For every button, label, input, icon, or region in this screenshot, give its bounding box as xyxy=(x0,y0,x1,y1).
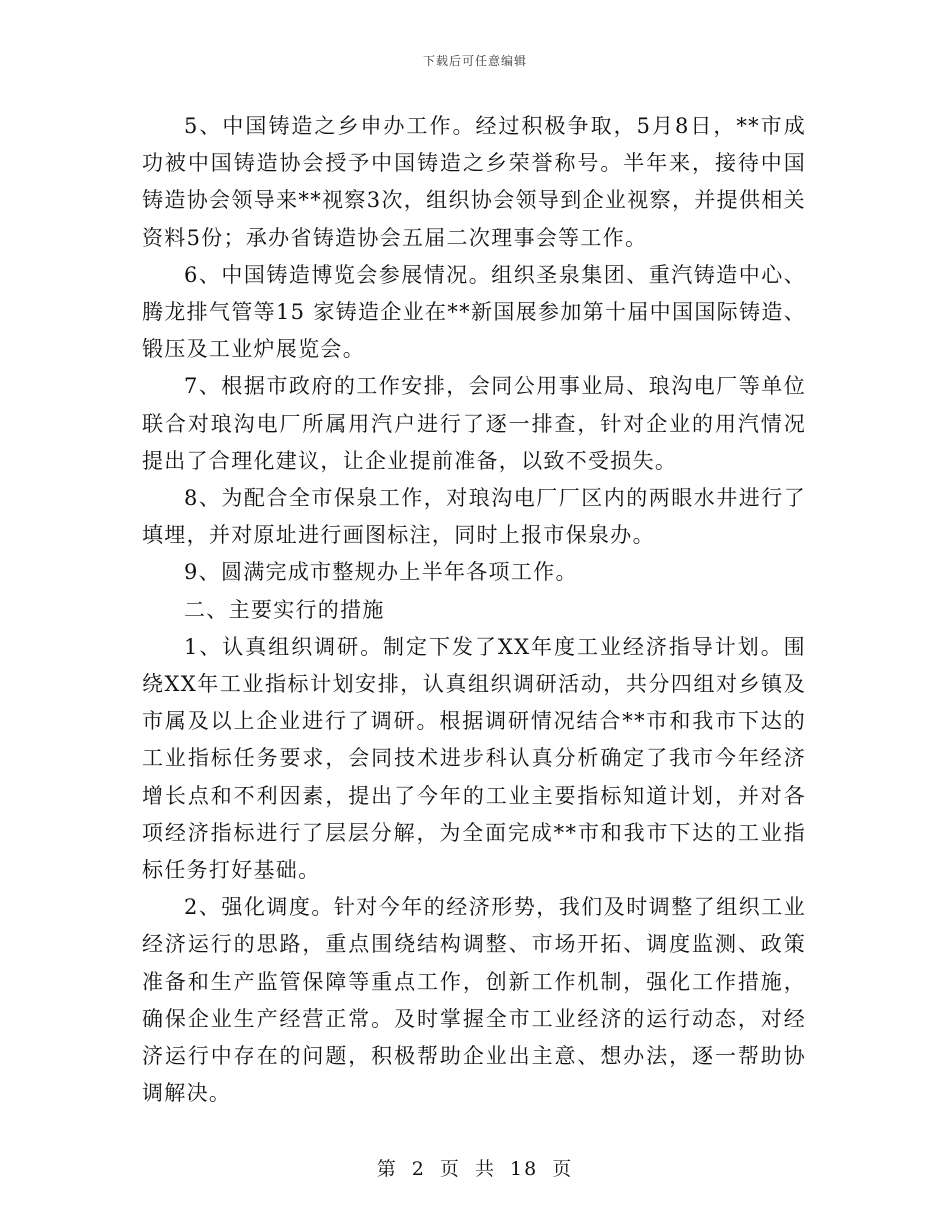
section-heading-measures: 二、主要实行的措施 xyxy=(184,597,385,622)
paragraph-measure-2: 2、强化调度。针对今年的经济形势，我们及时调整了组织工业经济运行的思路，重点围绕结构调整、市场开拓、调度监测、政策准备和生产监管保障等重点工作，创新工作机制，强化工作措施，确保企业生产经营正常。及时掌握全市工业经济的运行动态，对经济运行中存在的问题，积极帮助企业出主意、想办法，逐一帮助协调解决。 xyxy=(142,895,806,1106)
paragraph-item-5: 5、中国铸造之乡申办工作。经过积极争取，5月8日，**市成功被中国铸造协会授予中国铸造之乡荣誉称号。半年来，接待中国铸造协会领导来**视察3次，组织协会领导到企业视察，并提供相关资料5份；承办省铸造协会五届二次理事会等工作。 xyxy=(142,114,806,250)
document-body xyxy=(142,108,806,1112)
paragraph-measure-1: 1、认真组织调研。制定下发了XX年度工业经济指导计划。围绕XX年工业指标计划安排，认真组织调研活动，共分四组对乡镇及市属及以上企业进行了调研。根据调研情况结合**市和我市下达的工业指标任务要求，会同技术进步科认真分析确定了我市今年经济增长点和不利因素，提出了今年的工业主要指标知道计划，并对各项经济指标进行了层层分解，为全面完成**市和我市下达的工业指标任务打好基础。 xyxy=(142,634,806,883)
paragraph-item-6: 6、中国铸造博览会参展情况。组织圣泉集团、重汽铸造中心、腾龙排气管等15 家铸造企业在**新国展参加第十届中国国际铸造、锻压及工业炉展览会。 xyxy=(142,262,806,362)
page-number: 第 2 页 共 18 页 xyxy=(376,1158,574,1180)
paragraph-item-7: 7、根据市政府的工作安排，会同公用事业局、琅沟电厂等单位联合对琅沟电厂所属用汽户进行了逐一排查，针对企业的用汽情况提出了合理化建议，让企业提前准备，以致不受损失。 xyxy=(142,374,806,473)
paragraph-item-9: 9、圆满完成市整规办上半年各项工作。 xyxy=(184,560,578,585)
page-header: 下载后可任意编辑 xyxy=(422,54,527,68)
paragraph-item-8: 8、为配合全市保泉工作，对琅沟电厂厂区内的两眼水井进行了填埋，并对原址进行画图标注，同时上报市保泉办。 xyxy=(142,486,806,548)
